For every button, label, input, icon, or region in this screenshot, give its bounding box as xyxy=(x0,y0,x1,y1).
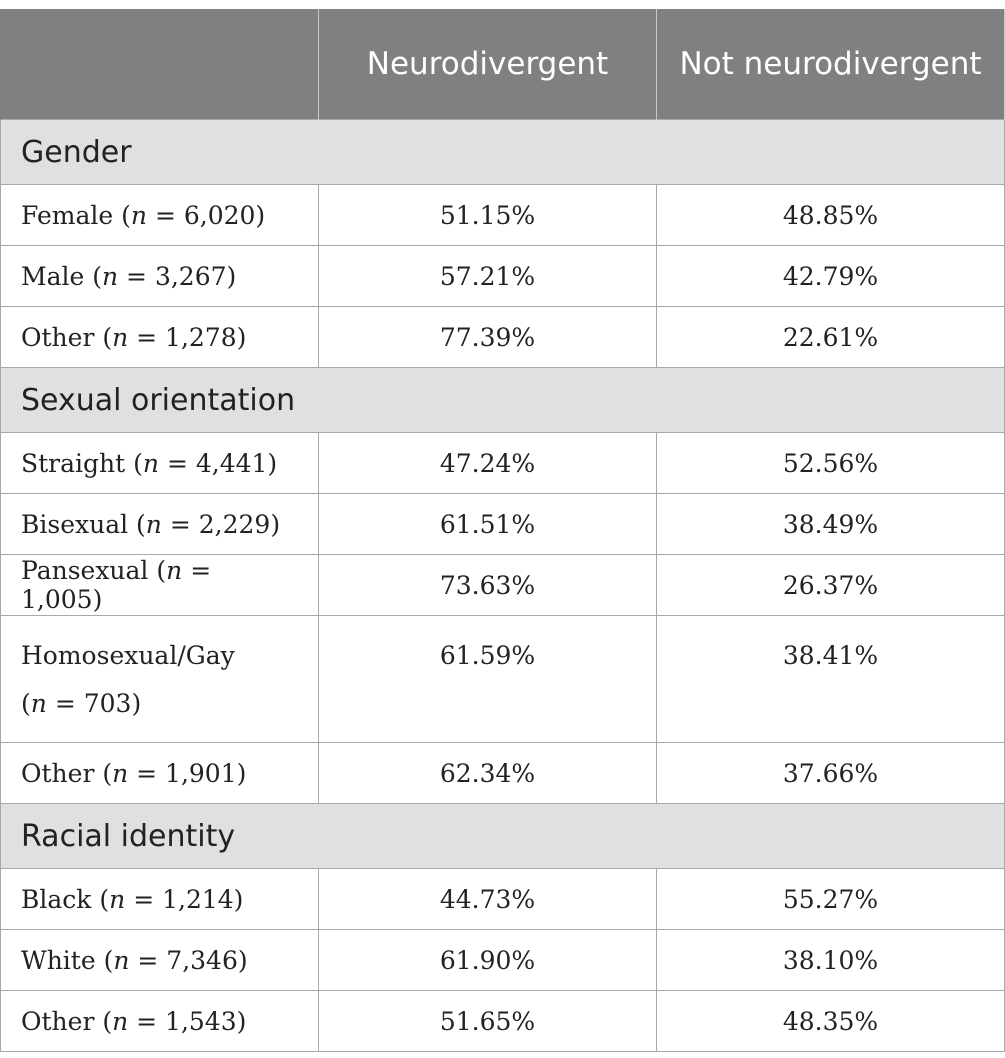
neurodivergent-value: 57.21% xyxy=(319,246,657,307)
not-neurodivergent-value: 38.49% xyxy=(657,494,1005,555)
table-row xyxy=(1,991,1005,1052)
row-label: Straight (n = 4,441) xyxy=(1,433,319,494)
table-row xyxy=(1,185,1005,246)
row-label: Other (n = 1,543) xyxy=(1,991,319,1052)
row-label: Other (n = 1,901) xyxy=(1,743,319,804)
row-label: White (n = 7,346) xyxy=(1,930,319,991)
neurodivergent-value: 61.90% xyxy=(319,930,657,991)
row-label: Black (n = 1,214) xyxy=(1,869,319,930)
header-empty-cell xyxy=(1,10,319,120)
demographics-table xyxy=(0,9,1005,1052)
not-neurodivergent-value: 26.37% xyxy=(657,555,1005,616)
not-neurodivergent-value: 37.66% xyxy=(657,743,1005,804)
table-row xyxy=(1,616,1005,743)
section-title: Gender xyxy=(1,120,1005,185)
table-row xyxy=(1,869,1005,930)
neurodivergent-value: 51.65% xyxy=(319,991,657,1052)
neurodivergent-value: 47.24% xyxy=(319,433,657,494)
not-neurodivergent-value: 38.41% xyxy=(657,616,1005,743)
neurodivergent-value: 61.59% xyxy=(319,616,657,743)
neurodivergent-value: 62.34% xyxy=(319,743,657,804)
not-neurodivergent-value: 52.56% xyxy=(657,433,1005,494)
not-neurodivergent-value: 55.27% xyxy=(657,869,1005,930)
row-label: Male (n = 3,267) xyxy=(1,246,319,307)
header-row xyxy=(1,10,1005,120)
neurodivergent-value: 51.15% xyxy=(319,185,657,246)
table-row xyxy=(1,930,1005,991)
neurodivergent-value: 73.63% xyxy=(319,555,657,616)
section-title: Racial identity xyxy=(1,804,1005,869)
row-label: Homosexual/Gay (n = 703) xyxy=(1,616,319,743)
table-row xyxy=(1,433,1005,494)
not-neurodivergent-value: 48.85% xyxy=(657,185,1005,246)
not-neurodivergent-value: 22.61% xyxy=(657,307,1005,368)
section-row-racial-identity xyxy=(1,804,1005,869)
row-label: Bisexual (n = 2,229) xyxy=(1,494,319,555)
not-neurodivergent-value: 48.35% xyxy=(657,991,1005,1052)
not-neurodivergent-value: 38.10% xyxy=(657,930,1005,991)
header-not-neurodivergent: Not neurodivergent xyxy=(657,10,1005,120)
table-row xyxy=(1,743,1005,804)
row-label: Pansexual (n = 1,005) xyxy=(1,555,319,616)
not-neurodivergent-value: 42.79% xyxy=(657,246,1005,307)
header-neurodivergent: Neurodivergent xyxy=(319,10,657,120)
neurodivergent-value: 44.73% xyxy=(319,869,657,930)
table-row xyxy=(1,246,1005,307)
table-row xyxy=(1,494,1005,555)
table-row xyxy=(1,555,1005,616)
neurodivergent-value: 61.51% xyxy=(319,494,657,555)
neurodivergent-value: 77.39% xyxy=(319,307,657,368)
row-label: Female (n = 6,020) xyxy=(1,185,319,246)
table-row xyxy=(1,307,1005,368)
section-title: Sexual orientation xyxy=(1,368,1005,433)
row-label: Other (n = 1,278) xyxy=(1,307,319,368)
section-row-gender xyxy=(1,120,1005,185)
section-row-sexual-orientation xyxy=(1,368,1005,433)
